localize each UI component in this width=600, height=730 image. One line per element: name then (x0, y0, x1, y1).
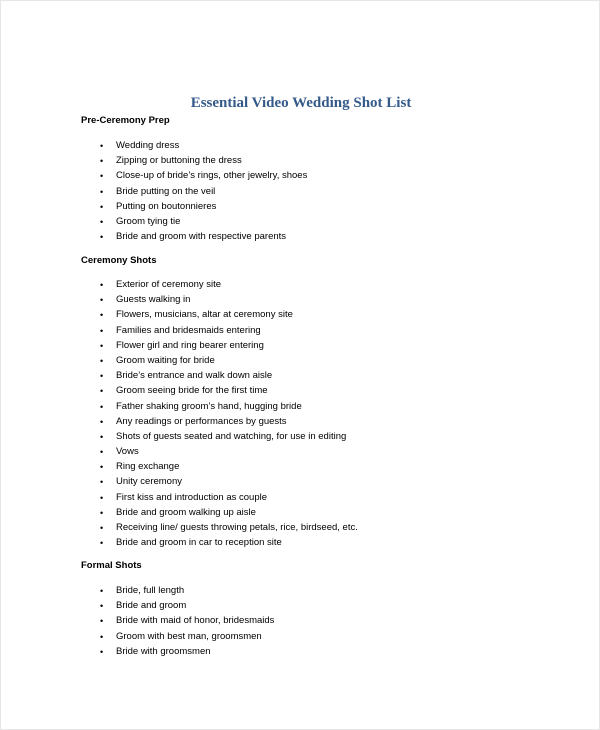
list-item-text: Bride and groom with respective parents (116, 231, 287, 243)
list-item (99, 537, 358, 552)
list-item (99, 155, 307, 170)
list-item (99, 279, 358, 294)
pre-ceremony-list (99, 140, 307, 246)
list-item (99, 340, 358, 355)
list-item (99, 600, 274, 615)
list-item-text: Vows (116, 446, 139, 458)
list-item (99, 140, 307, 155)
list-item-text: Bride’s entrance and walk down aisle (116, 370, 273, 382)
bullet-icon: • (100, 492, 104, 503)
bullet-icon: • (100, 431, 104, 442)
list-item (99, 522, 358, 537)
list-item (99, 370, 358, 385)
list-item (99, 355, 358, 370)
bullet-icon: • (100, 156, 104, 167)
list-item (99, 631, 274, 646)
list-item-text: Close-up of bride’s rings, other jewelry, shoes (116, 170, 308, 182)
list-item-text: Bride and groom walking up aisle (116, 506, 256, 518)
bullet-icon: • (100, 447, 104, 458)
list-item (99, 431, 358, 446)
list-item (99, 585, 274, 600)
list-item-text: Exterior of ceremony site (116, 279, 222, 290)
bullet-icon: • (100, 507, 104, 518)
list-item (99, 201, 307, 216)
formal-list (99, 585, 274, 661)
list-item-text: Guests walking in (116, 294, 191, 306)
bullet-icon: • (100, 340, 104, 351)
list-item-text: Unity ceremony (116, 476, 182, 488)
bullet-icon: • (100, 586, 104, 596)
list-item-text: Father shaking groom’s hand, hugging bride (116, 400, 302, 412)
list-item-text: Groom seeing bride for the first time (116, 385, 268, 397)
list-item-text: Receiving line/ guests throwing petals, rice, birdseed, etc. (116, 522, 358, 533)
bullet-icon: • (100, 201, 104, 212)
list-item (99, 385, 358, 400)
list-item-text: Zipping or buttoning the dress (116, 155, 242, 167)
list-item-text: Groom tying tie (116, 215, 181, 227)
list-item (99, 615, 274, 630)
list-item-text: Ring exchange (116, 461, 180, 473)
section-heading-ceremony: Ceremony Shots (81, 255, 157, 266)
list-item-text: Shots of guests seated and watching, for use in editing (116, 430, 347, 442)
list-item (99, 170, 307, 185)
list-item-text: Groom waiting for bride (116, 354, 215, 366)
bullet-icon: • (100, 310, 104, 321)
list-item (99, 646, 274, 661)
section-heading-formal: Formal Shots (81, 560, 142, 571)
list-item (99, 446, 358, 461)
list-item-text: First kiss and introduction as couple (116, 491, 268, 503)
bullet-icon: • (100, 141, 104, 151)
bullet-icon: • (100, 280, 104, 290)
list-item (99, 231, 307, 246)
list-item (99, 294, 358, 309)
list-item-text: Bride, full length (116, 585, 185, 596)
list-item (99, 492, 358, 507)
list-item (99, 416, 358, 431)
bullet-icon: • (100, 171, 104, 182)
bullet-icon: • (100, 646, 104, 657)
bullet-icon: • (100, 601, 104, 612)
list-item-text: Wedding dress (116, 140, 180, 151)
bullet-icon: • (100, 216, 104, 227)
bullet-icon: • (100, 477, 104, 488)
bullet-icon: • (100, 355, 104, 366)
bullet-icon: • (100, 462, 104, 473)
list-item-text: Bride and groom in car to reception site (116, 537, 282, 549)
bullet-icon: • (100, 523, 104, 533)
bullet-icon: • (100, 631, 104, 642)
list-item (99, 216, 307, 231)
list-item-text: Any readings or performances by guests (116, 415, 287, 427)
document-title: Essential Video Wedding Shot List (190, 95, 412, 111)
bullet-icon: • (100, 295, 104, 306)
ceremony-list (99, 279, 358, 552)
list-item (99, 401, 358, 416)
list-item (99, 325, 358, 340)
list-item (99, 186, 307, 201)
bullet-icon: • (100, 538, 104, 549)
list-item-text: Bride with maid of honor, bridesmaids (116, 615, 275, 627)
list-item (99, 309, 358, 324)
list-item (99, 476, 358, 491)
list-item-text: Groom with best man, groomsmen (116, 630, 262, 642)
section-heading-pre-ceremony: Pre-Ceremony Prep (81, 115, 170, 126)
bullet-icon: • (100, 416, 104, 427)
list-item-text: Flowers, musicians, altar at ceremony site (116, 309, 293, 321)
list-item-text: Flower girl and ring bearer entering (116, 339, 264, 351)
list-item (99, 507, 358, 522)
bullet-icon: • (100, 325, 104, 336)
bullet-icon: • (100, 371, 104, 382)
bullet-icon: • (100, 616, 104, 627)
bullet-icon: • (100, 186, 104, 197)
list-item-text: Bride and groom (116, 600, 187, 612)
list-item-text: Families and bridesmaids entering (116, 324, 261, 336)
list-item-text: Putting on boutonnieres (116, 200, 217, 212)
bullet-icon: • (100, 401, 104, 412)
list-item-text: Bride with groomsmen (116, 645, 211, 657)
list-item-text: Bride putting on the veil (116, 185, 216, 197)
list-item (99, 461, 358, 476)
bullet-icon: • (100, 232, 104, 243)
bullet-icon: • (100, 386, 104, 397)
